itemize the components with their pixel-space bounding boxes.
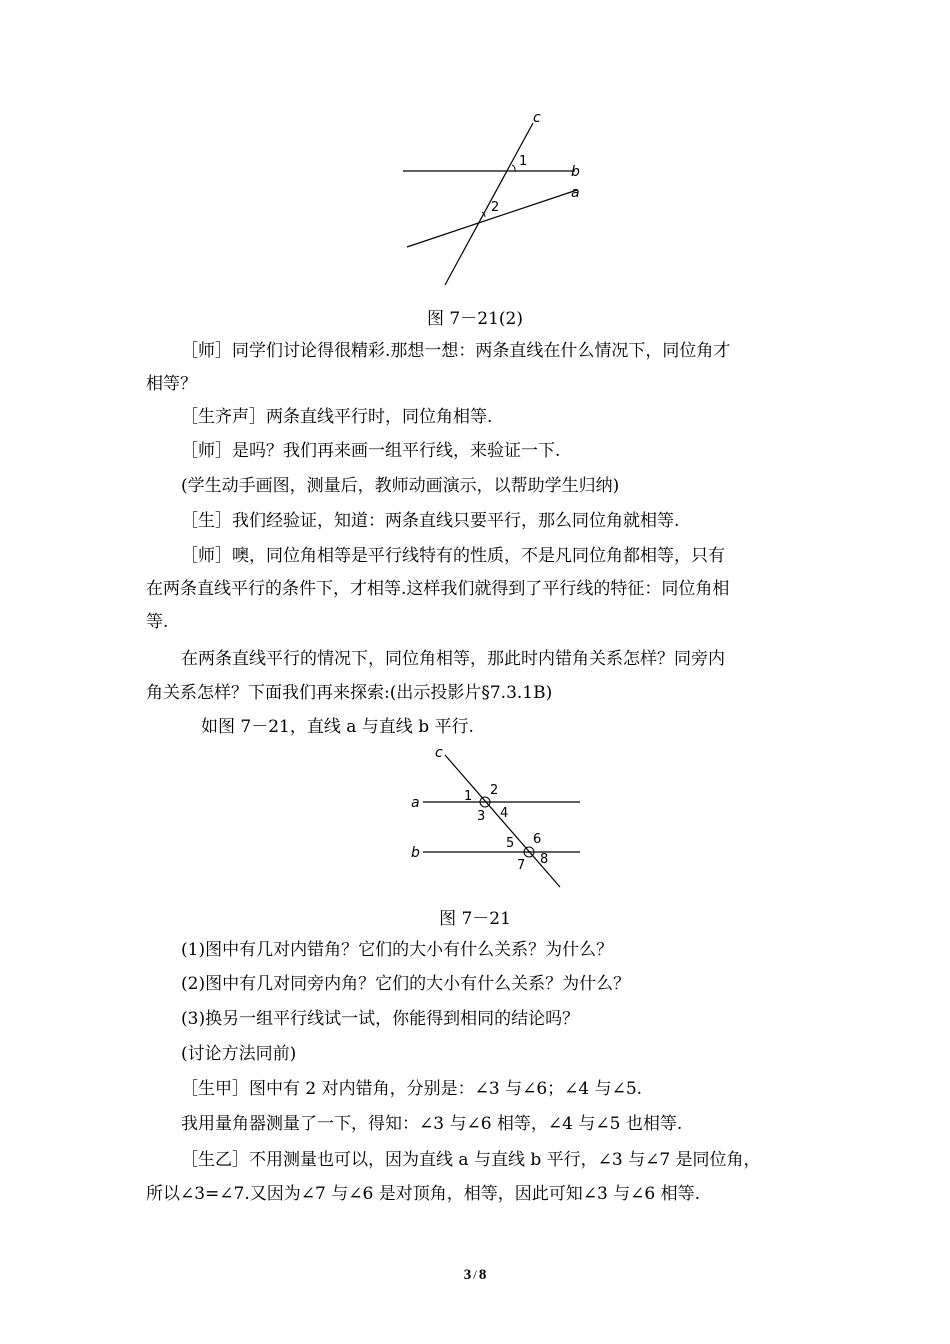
page-total: 8 [478, 1267, 487, 1283]
label-angle-4: 4 [500, 806, 509, 821]
figure-7-21 [405, 745, 590, 890]
paragraph-line: ［师］同学们讨论得很精彩.那想一想：两条直线在什么情况下，同位角才 [181, 341, 731, 361]
paragraph-line: ［生齐声］两条直线平行时，同位角相等. [181, 407, 493, 427]
page-current: 3 [463, 1267, 472, 1283]
label-angle-3: 3 [477, 809, 486, 824]
paragraph-line: 如图 7－21，直线 a 与直线 b 平行. [201, 717, 474, 737]
label-angle-2: 2 [491, 200, 500, 215]
figure1-caption: 图 7－21(2) [427, 309, 523, 329]
label-a: a [571, 185, 580, 201]
figure2-caption: 图 7－21 [439, 909, 511, 929]
paragraph-line: ［生］我们经验证，知道：两条直线只要平行，那么同位角就相等. [181, 511, 680, 531]
paragraph-line: ［师］是吗？我们再来画一组平行线，来验证一下. [181, 441, 561, 461]
paragraph-line: 在两条直线平行的情况下，同位角相等，那此时内错角关系怎样？同旁内 [181, 649, 725, 669]
paragraph-line: 等. [146, 612, 169, 632]
label-b: b [571, 164, 580, 180]
paragraph-line: (1)图中有几对内错角？它们的大小有什么关系？为什么？ [181, 940, 614, 960]
label-c: c [435, 745, 443, 761]
label-angle-7: 7 [517, 858, 526, 873]
paragraph-line: 在两条直线平行的条件下，才相等.这样我们就得到了平行线的特征：同位角相 [146, 579, 730, 599]
paragraph-line: 我用量角器测量了一下，得知：∠3 与∠6 相等，∠4 与∠5 也相等. [181, 1114, 683, 1134]
label-angle-1: 1 [519, 154, 528, 169]
label-angle-2: 2 [490, 783, 499, 798]
paragraph-line: (3)换另一组平行线试一试，你能得到相同的结论吗？ [181, 1009, 580, 1029]
label-a: a [411, 795, 420, 811]
paragraph-line: ［生甲］图中有 2 对内错角，分别是：∠3 与∠6；∠4 与∠5. [181, 1079, 643, 1099]
line-c [445, 123, 533, 285]
label-b: b [411, 845, 420, 861]
angle-1-arc [512, 165, 515, 171]
paragraph-line: (讨论方法同前) [181, 1044, 297, 1064]
paragraph-line: (2)图中有几对同旁内角？它们的大小有什么关系？为什么？ [181, 974, 631, 994]
label-angle-5: 5 [506, 836, 515, 851]
figure-7-21-2 [395, 105, 595, 290]
paragraph-line: 角关系怎样？下面我们再来探索:(出示投影片§7.3.1B) [146, 683, 553, 703]
paragraph-line: 所以∠3=∠7.又因为∠7 与∠6 是对顶角，相等，因此可知∠3 与∠6 相等. [146, 1184, 701, 1204]
page-number [0, 1267, 950, 1284]
paragraph-line: 相等？ [146, 374, 197, 394]
label-angle-6: 6 [533, 832, 542, 847]
paragraph-line: ［师］噢，同位角相等是平行线特有的性质，不是凡同位角都相等，只有 [181, 546, 725, 566]
label-angle-1: 1 [464, 789, 473, 804]
line-c [445, 755, 560, 887]
label-c: c [533, 110, 541, 126]
label-angle-8: 8 [540, 852, 549, 867]
paragraph-line: (学生动手画图，测量后，教师动画演示，以帮助学生归纳) [181, 476, 620, 496]
paragraph-line: ［生乙］不用测量也可以，因为直线 a 与直线 b 平行，∠3 与∠7 是同位角， [181, 1150, 761, 1170]
page-separator: / [473, 1267, 477, 1282]
